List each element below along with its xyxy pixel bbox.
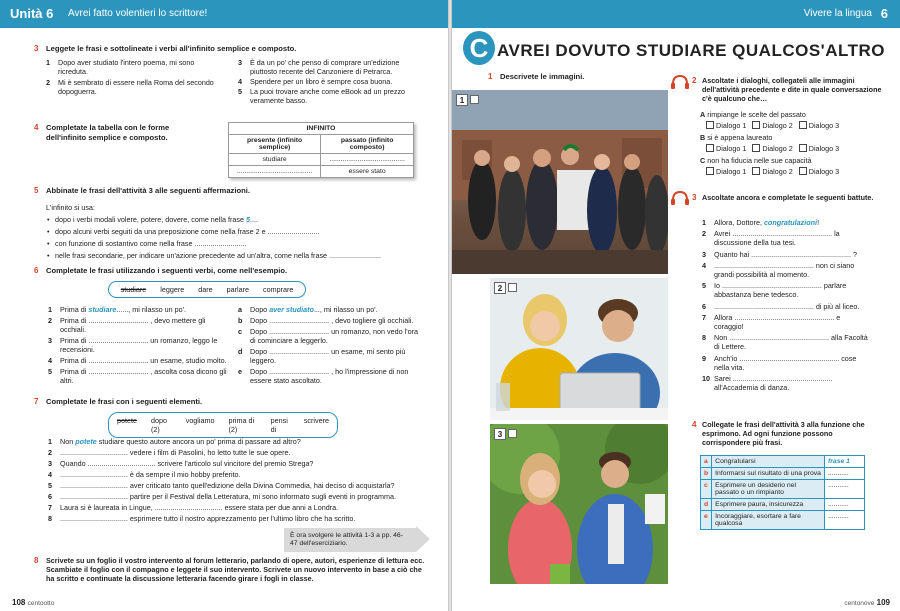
list-item [702,250,870,259]
list-item [48,480,408,491]
item-text: Io .................................................. parlare abbastanza bene tedesco. [714,281,847,300]
section-title: AVREI DOVUTO STUDIARE QUALCOS'ALTRO [497,41,885,60]
row-letter: d [701,499,712,511]
answer-fill: 5 [245,215,250,224]
right-page [452,0,900,611]
question-letter: B [700,133,706,142]
list-item [48,367,228,385]
option-label: Dialogo 3 [808,121,840,130]
item-number: 6 [702,301,706,311]
option-label: Dialogo 2 [762,144,793,153]
table-row [701,480,865,499]
ex4-instruction: Collegate le frasi dell'attività 3 alla funzione che esprimono. Ad ogni funzione possono corrispondere più frasi. [702,420,865,447]
item-text: Prima di .............................. , ascolta cosa dicono gli altri. [60,367,227,385]
ex7-items [48,436,408,524]
item-number: 1 [48,305,52,314]
photo-checkbox[interactable] [508,283,517,292]
answer-fill: congratulazioni [763,218,818,227]
photo-label: 1 [456,94,468,106]
item-text: Quando .................................. scrivere l'articolo sul vincitore del premio Strega? [60,459,314,468]
answer-fill: studiare [88,305,117,314]
item-text: Laura si è laureata in Lingue, .................................. essere stata per due anni a Londra. [60,503,339,512]
list-item [48,491,408,502]
list-item [702,302,870,311]
item-text: Dopo .............................. , ho l'impressione di non essere stato ascoltato. [250,367,409,385]
item-text: .................................. vedere i film di Pasolini, ho letto tutte le sue opere. [60,448,291,457]
item-text: Sarei .................................................. all'Accademia di danza. [714,374,833,393]
photo-graduation [452,90,668,274]
section-letter: C [463,31,495,65]
photo-laptop [490,278,668,420]
exercise-reference-text: È ora svolgere le attività 1-3 a pp. 46-47 dell'eserciziario. [290,532,403,547]
ex5-body [46,203,406,262]
page-number: 108 [12,598,26,607]
checkbox[interactable] [706,144,714,152]
item-number: b [238,316,243,325]
list-item [702,261,870,279]
item-number: 2 [702,229,706,239]
item-number: 4 [48,356,52,365]
list-item [238,327,418,345]
item-text: Allora, Dottore, [714,218,764,227]
bullet-text: dopo i verbi modali volere, potere, dovere, come nella frase [55,215,244,224]
option-label: Dialogo 2 [762,121,793,130]
list-item: • dopo alcuni verbi seguiti da una preposizione come nella frase 2 e .......................... [46,226,406,238]
item-text: È da un po' che penso di comprare un'edizione piuttosto recente del Canzoniere di Petrarca. [250,58,400,76]
item-number: 7 [48,503,52,512]
item-number: 7 [702,312,706,322]
right-header [452,0,900,28]
item-number: 1 [46,58,50,67]
ex7-instruction: Completate le frasi con i seguenti elementi. [46,397,203,406]
left-header [0,0,448,28]
checkbox[interactable] [752,167,760,175]
word-chip: comprare [262,285,294,294]
list-item [702,229,870,247]
ex3-number: 3 [692,193,697,202]
answer-fill: aver studiato [269,305,314,314]
ex6-items-right [238,305,418,385]
track-number: 20 [675,196,681,202]
list-item [238,367,418,385]
table-row [701,499,865,511]
list-item [702,333,870,351]
ex4-instruction: Completate la tabella con le forme dell'infinito semplice e composto. [46,123,170,142]
word-chip: studiare [120,285,147,294]
item-number: 4 [238,77,242,86]
word-chip: dare [198,285,213,294]
answer-blank[interactable]: ........... [825,499,865,511]
table-title: INFINITO [229,123,414,135]
item-text: La puoi trovare anche come eBook ad un prezzo veramente basso. [250,87,406,105]
photo-label: 3 [494,428,506,440]
word-chip: prima di (2) [228,416,255,434]
page-word: centootto [27,600,55,607]
word-chip: leggere [160,285,185,294]
list-item [238,316,418,325]
column-header: passato (infinito composto) [321,135,414,154]
item-text: .................................. esprimere tutto il nostro apprezzamento per l'ultimo libro che ha scritto. [60,514,356,523]
photo-park [490,424,668,584]
item-number: 9 [702,353,706,363]
ex3-number: 3 [34,44,39,53]
ex2-number: 2 [692,76,697,85]
option-label: Dialogo 3 [808,144,840,153]
right-footer [844,598,890,607]
section-header-title: Vivere la lingua [803,8,872,19]
ex4-number: 4 [692,420,697,429]
left-footer [12,598,54,607]
item-text: .................................. è da sempre il mio hobby preferito. [60,470,241,479]
checkbox[interactable] [799,167,807,175]
item-text: Prima di .............................. un esame, studio molto. [60,356,227,365]
item-number: 8 [702,333,706,343]
ex5-instruction: Abbinate le frasi dell'attività 3 alle seguenti affermazioni. [46,186,250,195]
row-text: Esprimere un desiderio nel passato o un rimpianto [712,480,825,499]
row-letter: c [701,480,712,499]
option-label: Dialogo 1 [716,167,747,176]
item-text: Prima di .............................. un romanzo, leggo le recensioni. [60,336,218,354]
item-number: 5 [702,281,706,291]
checkbox[interactable] [706,167,714,175]
question-letter: C [700,156,706,165]
item-text: Spendere per un libro è sempre cosa buona. [250,77,393,86]
ex6-instruction: Completate le frasi utilizzando i seguenti verbi, come nell'esempio. [46,266,288,275]
answer-blank[interactable]: ........... [825,480,865,499]
item-text: Non [60,437,76,446]
list-item [46,78,226,96]
row-letter: e [701,511,712,530]
list-item [702,313,870,331]
list-item [702,218,870,227]
list-item [48,356,228,365]
unit-title: Avrei fatto volentieri lo scrittore! [68,8,208,19]
list-item [238,87,418,105]
ex3-instruction: Leggete le frasi e sottolineate i verbi all'infinito semplice e composto. [46,44,297,53]
list-item [48,513,408,524]
ex7-word-box [108,412,338,438]
list-item [48,436,408,447]
answer-fill: frase 1 [828,458,850,465]
ex5-intro: L'infinito si usa: [46,203,95,212]
row-text: Incoraggiare, esortare a fare qualcosa [712,511,825,530]
row-text: Esprimere paura, insicurezza [712,499,825,511]
page-word: centonove [844,600,875,607]
ex6-items-left [48,305,228,385]
word-chip: scrivere [303,416,329,425]
item-text: Dopo .............................. un romanzo, non vedo l'ora di cominciare a leggerlo. [250,327,418,345]
item-text: Mi è sembrato di essere nella Roma del secondo dopoguerra. [58,78,214,96]
item-text: Dopo [250,305,270,314]
word-chip: parlare [226,285,249,294]
dialogue-options [702,121,895,130]
dialogue-options [702,144,895,153]
table-cell: ........................................ [321,154,414,166]
row-letter: b [701,468,712,480]
item-number: d [238,347,243,356]
list-item [48,316,228,334]
item-number: 8 [48,514,52,523]
question-text: rimpiange le scelte del passato [707,110,806,119]
item-number: 1 [48,437,52,446]
dialogue-options [702,167,895,176]
checkbox[interactable] [799,144,807,152]
item-text: ......, mi rilasso un po'. [116,305,187,314]
item-text: .................................................. di più al liceo. [714,301,860,311]
question-block [700,156,895,176]
ex3-items-right [238,58,418,105]
ex5-number: 5 [34,186,39,195]
arrow-right-icon [416,526,430,552]
row-text: Congratularsi [712,456,825,468]
item-number: 5 [48,367,52,376]
ex1-number: 1 [488,72,493,81]
item-number: 2 [46,78,50,87]
ex6-number: 6 [34,266,39,275]
item-text: ..., mi rilasso un po'. [313,305,378,314]
list-item [48,469,408,480]
ex4-number: 4 [34,123,39,132]
checkbox[interactable] [799,121,807,129]
question-block [700,133,895,153]
table-row [701,511,865,530]
ex3-items-left [46,58,226,96]
item-text: Quanto hai .................................................. ? [714,249,858,259]
ex8-instruction: Scrivete su un foglio il vostro intervento al forum letterario, parlando di opere, autori, esperienze di lettura ecc. Scambiate il foglio con il compagno e leggete il suo intervento. Scrivete un nuovo intervento in base a ciò che ha scritto e continuate la discussione letteraria facendo girare i fogli in classe. [46,556,425,583]
item-number: 2 [48,316,52,325]
list-item [48,502,408,513]
item-number: e [238,367,242,376]
item-text: Avrei .................................................. la discussione della tua tesi. [714,229,840,248]
item-text: Dopo aver studiato l'intero poema, mi sono ricreduta. [58,58,195,76]
row-letter: a [701,456,712,468]
table-cell: ........................................ [229,166,321,178]
park-illustration [490,424,668,584]
infinito-table [228,122,414,178]
item-number: 3 [48,459,52,468]
list-item [702,281,870,299]
column-header: presente (infinito semplice) [229,135,321,154]
list-item [238,305,418,314]
question-text: non ha fiducia nelle sue capacità [707,156,812,165]
answer-blank[interactable]: ........... [825,468,865,480]
list-item [238,58,418,76]
list-item [238,77,418,86]
table-cell: essere stato [321,166,414,178]
answer-fill: potete [75,437,97,446]
ex4-match-table [700,455,865,530]
checkbox[interactable] [706,121,714,129]
item-number: 3 [702,249,706,259]
word-chip: vogliamo [185,416,215,425]
list-item [46,58,226,76]
item-number: 4 [48,470,52,479]
ex6-word-box [108,281,306,298]
item-text: Non .................................................. alla Facoltà di Lettere. [714,333,868,352]
photo-checkbox[interactable] [508,429,517,438]
item-number: a [238,305,242,314]
graduation-illustration [452,90,668,274]
question-letter: A [700,110,706,119]
list-item: • nelle frasi secondarie, per indicare un'azione precedente ad un'altra, come nella frase .......................... [46,250,406,262]
list-item [702,354,870,372]
option-label: Dialogo 3 [808,167,840,176]
item-number: 10 [702,374,710,384]
option-label: Dialogo 1 [716,121,747,130]
item-text: Dopo .............................. un esame, mi sento più leggero. [250,347,406,365]
word-chip: pensi di [270,416,288,434]
ex3-items [702,218,870,392]
item-number: 3 [48,336,52,345]
page-number: 109 [876,598,890,607]
unit-label: Unità 6 [10,6,54,21]
item-text: ! [817,218,820,227]
list-item [48,447,408,458]
item-number: 3 [238,58,242,67]
item-text: Anch'io .................................................. cose nella vita. [714,353,857,372]
item-text: studiare questo autore ancora un po' prima di passare ad altro? [96,437,301,446]
table-cell: studiare [229,154,321,166]
option-label: Dialogo 1 [716,144,747,153]
list-item: • dopo i verbi modali volere, potere, dovere, come nella frase 5.... [46,214,406,226]
laptop-illustration [490,278,668,420]
ex8-number: 8 [34,556,39,565]
checkbox[interactable] [752,121,760,129]
option-label: Dialogo 2 [762,167,793,176]
table-row [701,456,865,468]
question-block [700,110,895,130]
item-number: c [238,327,242,336]
item-number: 5 [238,87,242,96]
photo-checkbox[interactable] [470,95,479,104]
item-number: 5 [48,481,52,490]
item-text: .................................................. non ci siano grandi possibilità al momento. [714,260,855,280]
exercise-reference-box [284,528,416,552]
list-item [48,336,228,354]
item-text: .................................. partire per il Festival della Letteratura, mi sono informato sugli eventi in programma. [60,492,396,501]
ex2-questions [700,110,895,179]
item-text: Dopo .............................. , devo togliere gli occhiali. [250,316,414,325]
row-text: Informarsi sul risultato di una prova [712,468,825,480]
list-item: • con funzione di sostantivo come nella frase .......................... [46,238,406,250]
checkbox[interactable] [752,144,760,152]
word-chip: dopo (2) [150,416,167,434]
track-number: 20 [675,80,681,86]
item-number: 6 [48,492,52,501]
left-page [0,0,448,611]
list-item [48,305,228,314]
ex7-number: 7 [34,397,39,406]
item-text: Prima di .............................. , devo mettere gli occhiali. [60,316,206,334]
item-number: 4 [702,260,706,270]
list-item [702,374,870,392]
item-number: 2 [48,448,52,457]
item-text: Prima di [60,305,89,314]
answer-blank[interactable]: ........... [825,511,865,530]
unit-number: 6 [880,6,888,21]
ex2-instruction: Ascoltate i dialoghi, collegateli alle immagini dell'attività precedente e dite in quale conversazione c'è qualcuno che… [702,76,882,103]
photo-label: 2 [494,282,506,294]
question-text: si è appena laureato [707,133,773,142]
ex3-instruction: Ascoltate ancora e completate le seguenti battute. [702,193,874,202]
list-item [238,347,418,365]
item-text: Allora .................................................. e coraggio! [714,312,841,332]
table-row [701,468,865,480]
ex1-instruction: Descrivete le immagini. [500,72,585,81]
word-chip: potete [117,416,137,425]
item-number: 1 [702,218,706,227]
item-text: .................................. aver criticato tanto quell'edizione della Divina Commedia, hai deciso di acquistarla? [60,481,395,490]
list-item [48,458,408,469]
